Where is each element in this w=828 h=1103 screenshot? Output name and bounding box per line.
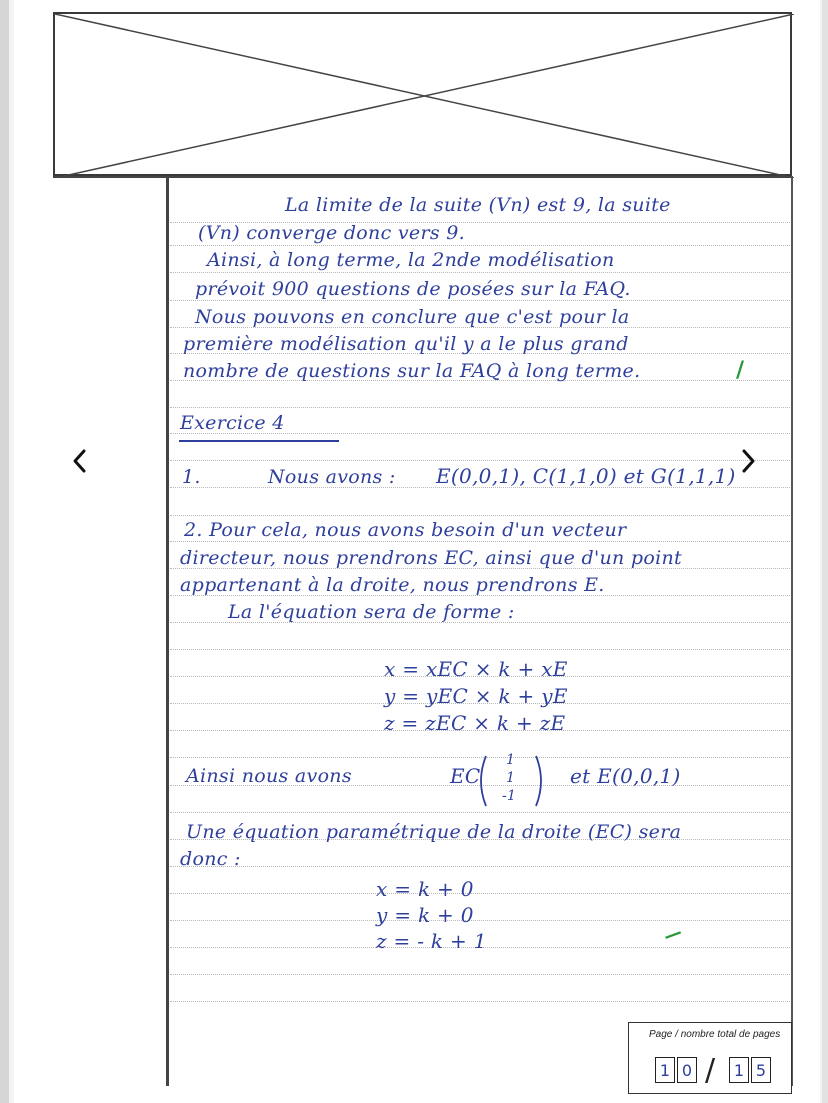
text-line-4: prévoit 900 questions de posées sur la FAQ. [195,278,631,300]
header-crossed-box [53,12,792,176]
total-pages-digit-1: 1 [729,1057,749,1083]
ainsi-tail: et E(0,0,1) [570,764,681,788]
right-edge-strip [822,0,828,1103]
equation-z: z = zEC × k + zE [384,711,566,735]
equation-y: y = yEC × k + yE [384,684,568,708]
ruled-line [170,1001,790,1002]
param-equation-z: z = - k + 1 [376,929,487,953]
ruled-line [170,460,790,461]
page-number-box [628,1022,792,1094]
previous-page-button[interactable] [65,446,95,476]
vector-value-2: 1 [506,770,516,786]
chevron-right-icon [738,448,758,474]
ruled-line [170,974,790,975]
ruled-line [170,541,790,542]
ruled-line [170,920,790,921]
text-line-5: Nous pouvons en conclure que c'est pour la [195,306,630,328]
question-1-text: Nous avons : [268,466,396,488]
ruled-line [170,893,790,894]
param-equation-y: y = k + 0 [376,903,474,927]
ruled-line [170,407,790,408]
top-rule [53,176,793,178]
question-2-line-d: La l'équation sera de forme : [228,601,515,623]
check-mark-1: / [736,358,745,383]
total-pages-digit-2: 5 [751,1057,771,1083]
vector-value-1: 1 [506,752,516,768]
ainsi-text: Ainsi nous avons [186,765,352,787]
left-edge-strip [0,0,9,1103]
ruled-line [170,866,790,867]
ruled-line [170,812,790,813]
param-line-b: donc : [180,848,241,870]
ruled-line [170,245,790,246]
question-2-line-a: 2. Pour cela, nous avons besoin d'un vecteur [184,519,627,541]
page-number-label: Page / nombre total de pages [649,1029,781,1040]
question-2-line-b: directeur, nous prendrons EC, ainsi que d'un point [180,547,682,569]
margin-line [166,176,169,1086]
text-line-7: nombre de questions sur la FAQ à long terme. [183,360,641,382]
page-separator: / [705,1053,716,1088]
cross-lines [55,14,794,178]
question-1-points: E(0,0,1), C(1,1,0) et G(1,1,1) [436,464,736,488]
right-border [791,176,793,1086]
text-line-1: La limite de la suite (Vn) est 9, la suite [285,194,671,216]
ruled-line [170,649,790,650]
text-line-2: (Vn) converge donc vers 9. [198,222,465,244]
param-line-a: Une équation paramétrique de la droite (EC) sera [186,821,682,843]
question-1-number: 1. [182,466,201,488]
exercise-title-underline [179,440,339,442]
vector-column [476,752,546,810]
ruled-line [170,300,790,301]
text-line-6: première modélisation qu'il y a le plus grand [183,333,629,355]
vector-name: EC [450,764,481,788]
equation-x: x = xEC × k + xE [384,657,568,681]
chevron-left-icon [70,448,90,474]
current-page-digit-1: 1 [655,1057,675,1083]
ruled-line [170,515,790,516]
next-page-button[interactable] [733,446,763,476]
check-mark-2: — [660,921,686,948]
current-page-digit-2: 0 [677,1057,697,1083]
text-line-3: Ainsi, à long terme, la 2nde modélisation [207,249,615,271]
question-2-line-c: appartenant à la droite, nous prendrons E. [180,574,605,596]
vector-value-3: -1 [502,788,517,804]
ruled-line [170,272,790,273]
exercise-title: Exercice 4 [180,412,285,434]
param-equation-x: x = k + 0 [376,877,474,901]
